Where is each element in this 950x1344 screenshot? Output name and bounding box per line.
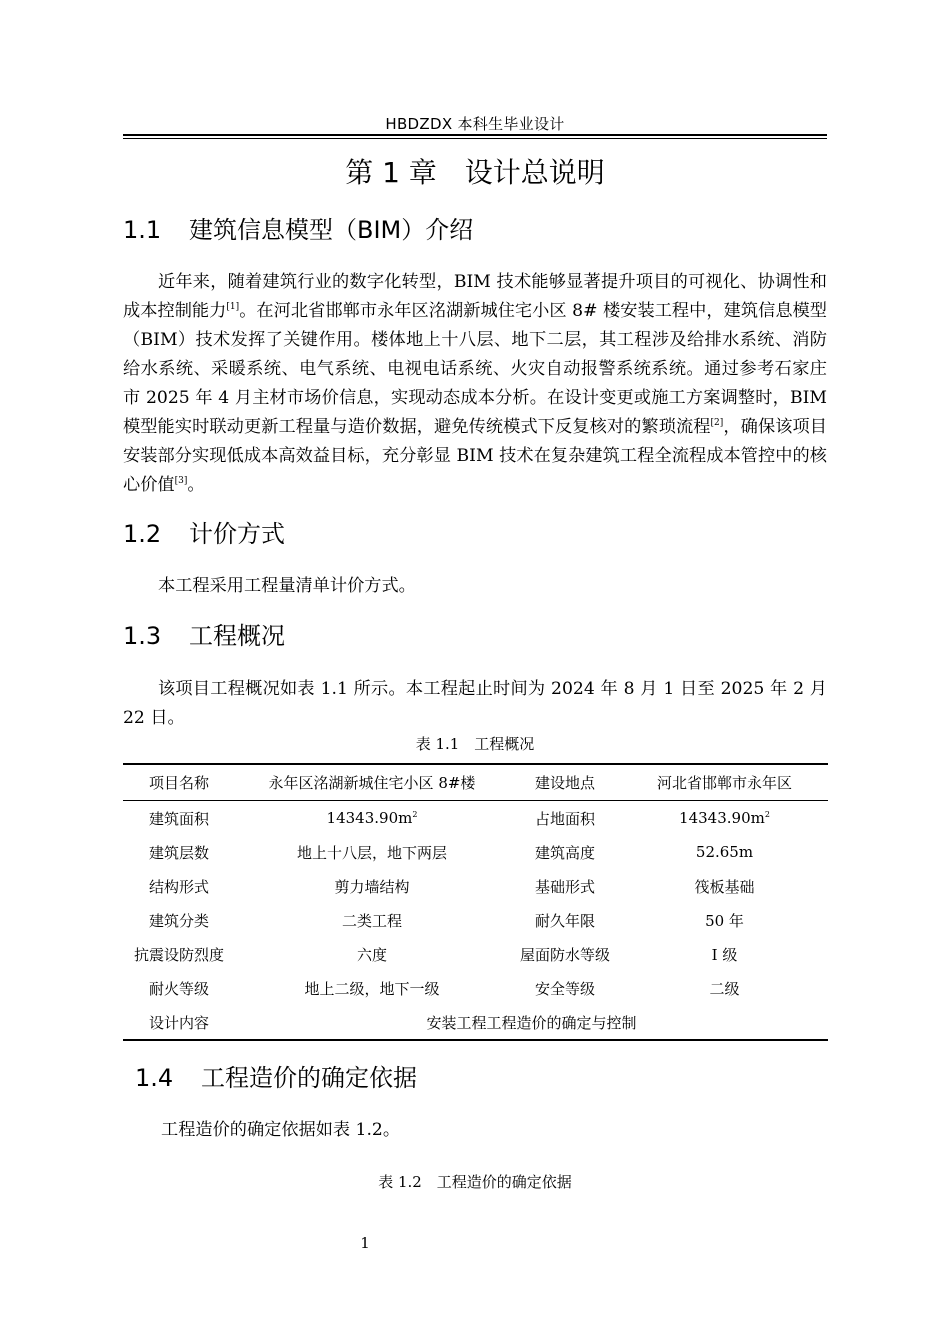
citation-1: [1] — [226, 302, 240, 312]
paragraph-project-overview: 该项目工程概况如表 1.1 所示。本工程起止时间为 2024 年 8 月 1 日至 2025 年 2 月 22 日。 — [123, 679, 827, 728]
paragraph-cost-basis: 工程造价的确定依据如表 1.2。 — [161, 1120, 401, 1140]
section-title: 建筑信息模型（BIM）介绍 — [189, 216, 474, 244]
table-cell: 安装工程工程造价的确定与控制 — [235, 1005, 828, 1040]
table-cell: 耐火等级 — [148, 979, 209, 998]
table-row — [123, 971, 828, 1005]
area-exponent: 2 — [764, 810, 770, 819]
table-cell: 河北省邯郸市永年区 — [621, 764, 828, 801]
table-cell: 建筑分类 — [148, 911, 209, 930]
table-cell: 二级 — [709, 979, 740, 998]
table-cell: $14343.90m^2$ — [326, 809, 418, 827]
table-cell: 结构形式 — [148, 877, 209, 896]
table-cell: 六度 — [356, 945, 387, 964]
table-cell: 建筑面积 — [148, 809, 209, 828]
table-1-2-caption: 表 1.2 工程造价的确定依据 — [378, 1173, 572, 1191]
table-cell: 基础形式 — [534, 877, 595, 896]
section-heading-1-2 — [123, 518, 285, 550]
table-cell: I 级 — [711, 945, 738, 964]
table-cell: 剪力墙结构 — [334, 877, 410, 896]
table-cell: 建设地点 — [509, 764, 621, 801]
table-cell: 设计内容 — [123, 1005, 235, 1040]
table-cell: 建筑层数 — [148, 843, 209, 862]
section-title: 工程造价的确定依据 — [201, 1064, 417, 1092]
table-row — [123, 801, 828, 836]
section-title: 计价方式 — [189, 520, 285, 548]
table-1-1-caption: 表 1.1 工程概况 — [415, 735, 535, 753]
section-heading-1-3 — [123, 620, 285, 652]
table-row — [123, 937, 828, 971]
table-cell: 地上十八层，地下两层 — [296, 843, 447, 862]
section-number: 1.1 — [123, 216, 162, 244]
table-cell: 安全等级 — [534, 979, 595, 998]
paragraph-bim-intro: 近年来，随着建筑行业的数字化转型，BIM 技术能够显著提升项目的可视化、协调性和成本控制能力[1]。在河北省邯郸市永年区洺湖新城住宅小区 8# 楼安装工程中，建筑信息模型（BIM）技术发挥了关键作用。楼体地上十八层、地下二层，其工程涉及给排水系统、消防给水系统、采暖系统、电气系统、电视电话系统、火灾自动报警系统系统。通过参考石家庄市 2025 年 4 月主材市场价信息，实现动态成本分析。在设计变更或施工方案调整时，BIM 模型能实时联动更新工程量与造价数据，避免传统模式下反复核对的繁琐流程[2]，确保该项目安装部分实现低成本高效益目标，充分彰显 BIM 技术在复杂建筑工程全流程成本管控中的核心价值[3]。 — [123, 272, 827, 495]
project-overview-table — [123, 763, 828, 1041]
section-heading-1-1 — [123, 214, 473, 246]
table-cell: 52.65m — [695, 843, 754, 861]
table-cell: 项目名称 — [123, 764, 235, 801]
table-cell: 屋面防水等级 — [519, 945, 610, 964]
table-row — [123, 764, 828, 801]
table-cell: 筏板基础 — [694, 877, 755, 896]
citation-3: [3] — [174, 476, 188, 486]
chapter-title: 第 1 章 设计总说明 — [345, 156, 605, 189]
page-number: 1 — [360, 1234, 370, 1252]
table-cell: 永年区洺湖新城住宅小区 8#楼 — [235, 764, 509, 801]
section-number: 1.4 — [135, 1064, 174, 1092]
section-number: 1.2 — [123, 520, 162, 548]
header-rule-thin — [123, 138, 827, 139]
table-cell: 地上二级，地下一级 — [304, 979, 440, 998]
table-cell: 耐久年限 — [534, 911, 595, 930]
running-header: HBDZDX 本科生毕业设计 — [385, 115, 565, 133]
table-row — [123, 1005, 828, 1040]
section-heading-1-4 — [135, 1062, 417, 1094]
header-rule-thick — [123, 134, 827, 136]
area-exponent: 2 — [412, 810, 418, 819]
citation-2: [2] — [710, 418, 724, 428]
table-cell: 抗震设防烈度 — [133, 945, 224, 964]
section-title: 工程概况 — [189, 622, 285, 650]
table-row — [123, 903, 828, 937]
table-row — [123, 835, 828, 869]
table-cell: $14343.90m^2$ — [679, 809, 770, 827]
table-cell: 建筑高度 — [534, 843, 595, 862]
section-number: 1.3 — [123, 622, 162, 650]
table-cell: 50 年 — [705, 911, 744, 930]
paragraph-pricing-method: 本工程采用工程量清单计价方式。 — [158, 576, 416, 596]
table-cell: 占地面积 — [534, 809, 595, 828]
table-row — [123, 869, 828, 903]
table-cell: 二类工程 — [341, 911, 402, 930]
